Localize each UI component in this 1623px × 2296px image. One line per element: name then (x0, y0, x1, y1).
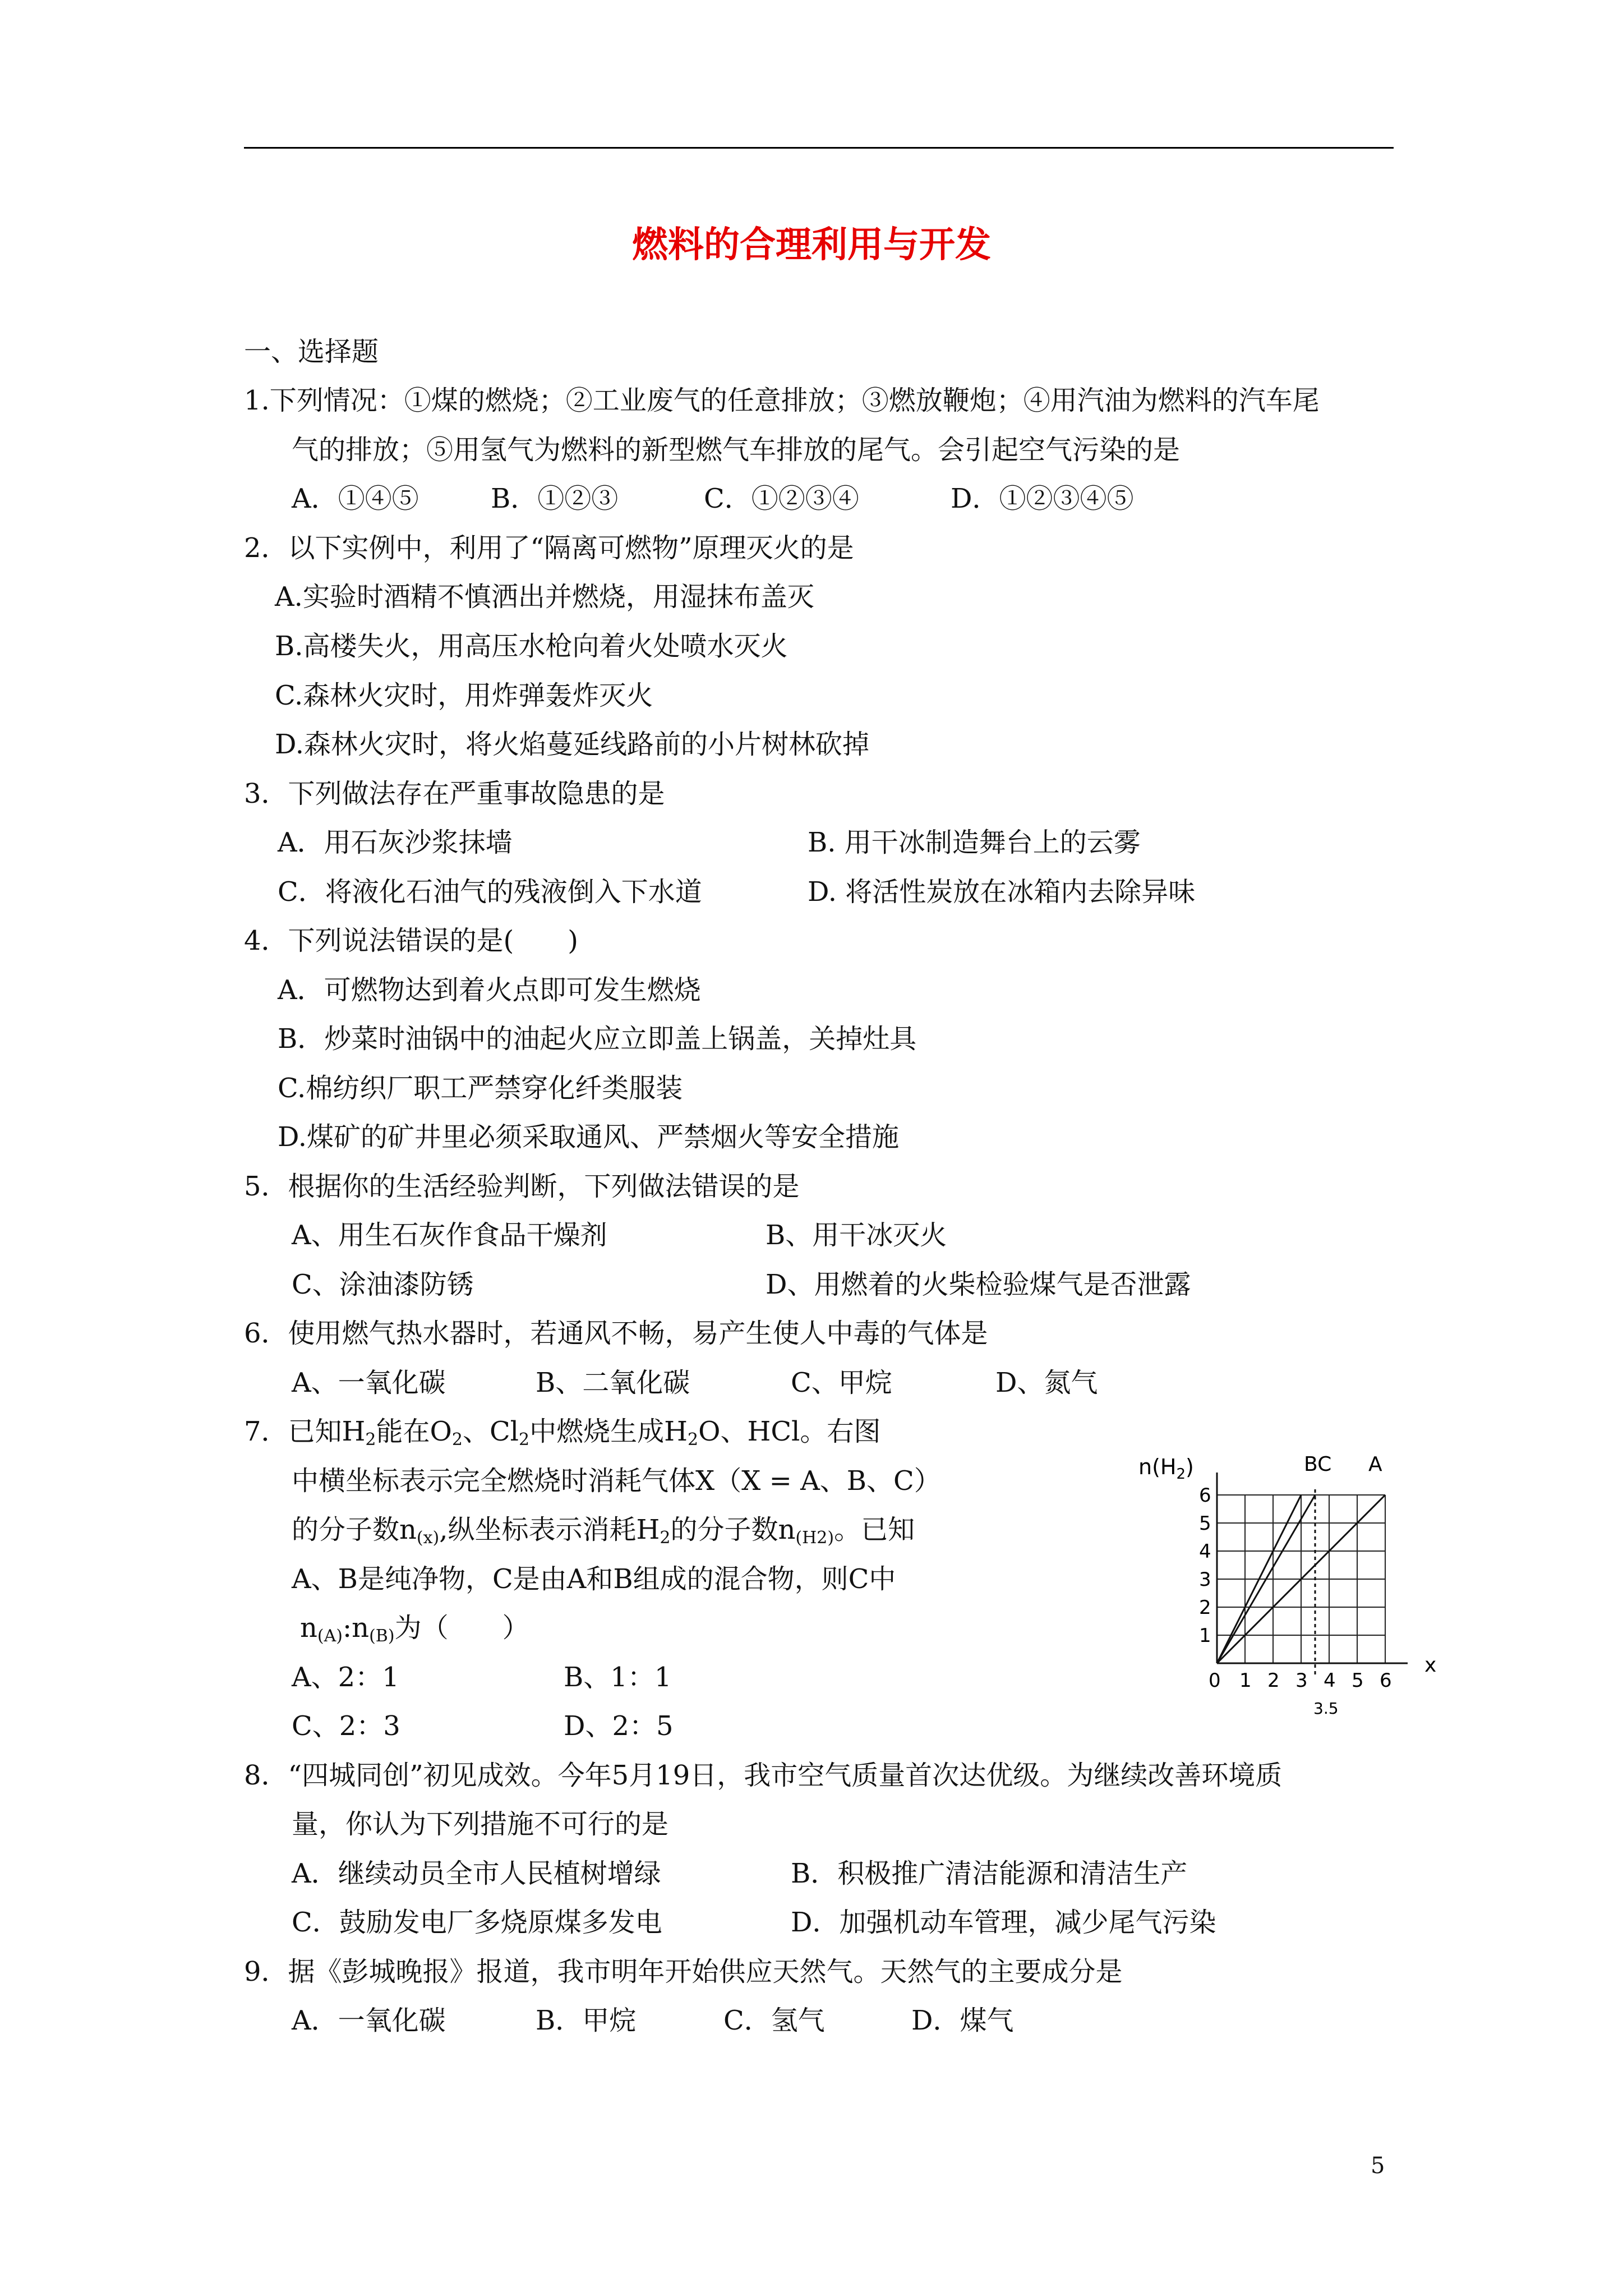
q7-stem-line1: 7．已知$H_2$能在$O_2$、$Cl_2$中燃烧生成$H_2O$、HCl。右图 (244, 1416, 881, 1450)
chart-ticks (1199, 1484, 1392, 1692)
origin-label: 0 (1209, 1669, 1221, 1692)
q4-stem: 4．下列说法错误的是( ) (244, 925, 578, 956)
q7-stem-line3: 的分子数$n_{(x)}$,纵坐标表示消耗$H_2$的分子数$n_{(H2)}$。已知 (292, 1514, 915, 1548)
x-axis-label: x (1424, 1654, 1437, 1677)
q4-option-b: B．炒菜时油锅中的油起火应立即盖上锅盖，关掉灶具 (278, 1023, 917, 1055)
q9-stem: 9．据《彭城晚报》报道，我市明年开始供应天然气。天然气的主要成分是 (244, 1956, 1123, 1987)
q3-stem: 3．下列做法存在严重事故隐患的是 (244, 778, 665, 809)
q4-option-a: A．可燃物达到着火点即可发生燃烧 (278, 974, 701, 1006)
x-tick-label: 4 (1324, 1669, 1336, 1692)
q2-option-b: B.高楼失火，用高压水枪向着火处喷水灭火 (275, 631, 788, 662)
q7-option-b: B、1：1 (564, 1662, 672, 1693)
q7-option-c: C、2：3 (292, 1710, 400, 1742)
q3-option-b: B. 用干冰制造舞台上的云雾 (808, 827, 1141, 858)
y-tick-label: 1 (1199, 1625, 1211, 1647)
q8-stem-line2: 量，你认为下列措施不可行的是 (292, 1809, 669, 1840)
x-tick-label: 1 (1239, 1669, 1252, 1692)
x-tick-label: 2 (1267, 1669, 1280, 1692)
q8-option-d: D．加强机动车管理，减少尾气污染 (791, 1907, 1216, 1938)
chart-grid (1217, 1473, 1408, 1674)
page-title: 燃料的合理利用与开发 (632, 224, 991, 266)
q2-option-c: C.森林火灾时，用炸弹轰炸灭火 (275, 680, 653, 711)
q7-option-d: D、2：5 (564, 1710, 674, 1742)
x-tick-label: 6 (1380, 1669, 1392, 1692)
q6-option-d: D、氮气 (995, 1367, 1098, 1398)
q1-stem-line2: 气的排放；⑤用氢气为燃料的新型燃气车排放的尾气。会引起空气污染的是 (292, 434, 1181, 466)
x-tick-label: 3 (1295, 1669, 1308, 1692)
q8-option-a: A．继续动员全市人民植树增绿 (292, 1858, 661, 1889)
q6-stem: 6．使用燃气热水器时，若通风不畅，易产生使人中毒的气体是 (244, 1318, 988, 1349)
q7-stem-line5: $n_{(A)}:n_{(B)}$为（ ） (300, 1612, 529, 1646)
q9-option-d: D．煤气 (911, 2005, 1014, 2036)
bc-label: BC (1304, 1453, 1332, 1476)
q3-option-a: A．用石灰沙浆抹墙 (278, 827, 513, 858)
q9-option-a: A．一氧化碳 (292, 2005, 446, 2036)
q4-option-d: D.煤矿的矿井里必须采取通风、严禁烟火等安全措施 (278, 1121, 900, 1153)
dashed-label: 3.5 (1313, 1699, 1339, 1718)
q7-stem-line2: 中横坐标表示完全燃烧时消耗气体X（X = A、B、C） (292, 1465, 941, 1497)
q1-option-b: B．①②③ (491, 483, 619, 514)
q9-option-b: B．甲烷 (536, 2005, 637, 2036)
q6-option-b: B、二氧化碳 (536, 1367, 690, 1398)
q8-stem-line1: 8．“四城同创”初见成效。今年5月19日，我市空气质量首次达优级。为继续改善环境质 (244, 1760, 1283, 1791)
page-number: 5 (1371, 2153, 1385, 2179)
y-tick-label: 6 (1199, 1484, 1211, 1507)
q1-stem-line1: 1.下列情况：①煤的燃烧；②工业废气的任意排放；③燃放鞭炮；④用汽油为燃料的汽车尾 (244, 385, 1320, 416)
q2-option-a: A.实验时酒精不慎洒出并燃烧，用湿抹布盖灭 (275, 581, 814, 613)
q5-option-d: D、用燃着的火柴检验煤气是否泄露 (766, 1269, 1191, 1300)
y-axis-label: $n(H_2)$ (1138, 1455, 1194, 1483)
q6-option-a: A、一氧化碳 (292, 1367, 446, 1398)
q5-option-c: C、涂油漆防锈 (292, 1269, 474, 1300)
q7-stem-line4: A、B是纯净物，C是由A和B组成的混合物，则C中 (292, 1563, 896, 1595)
x-tick-label: 5 (1352, 1669, 1364, 1692)
q8-option-c: C．鼓励发电厂多烧原煤多发电 (292, 1907, 662, 1938)
y-tick-label: 4 (1199, 1540, 1211, 1563)
q5-stem: 5．根据你的生活经验判断，下列做法错误的是 (244, 1171, 800, 1202)
y-tick-label: 3 (1199, 1568, 1211, 1591)
q9-option-c: C．氢气 (723, 2005, 825, 2036)
series-a-label: A (1368, 1453, 1382, 1476)
y-tick-label: 2 (1199, 1596, 1211, 1619)
q4-option-c: C.棉纺织厂职工严禁穿化纤类服装 (278, 1073, 683, 1104)
q5-option-b: B、用干冰灭火 (766, 1220, 947, 1251)
q7-option-a: A、2：1 (292, 1662, 399, 1693)
q6-option-c: C、甲烷 (791, 1367, 892, 1398)
q2-option-d: D.森林火灾时，将火焰蔓延线路前的小片树林砍掉 (275, 729, 870, 760)
section-heading: 一、选择题 (244, 336, 379, 367)
y-tick-label: 5 (1199, 1512, 1211, 1535)
q2-stem: 2．以下实例中，利用了“隔离可燃物”原理灭火的是 (244, 532, 854, 564)
q3-option-d: D. 将活性炭放在冰箱内去除异味 (808, 876, 1196, 908)
header-rule (244, 147, 1394, 149)
q8-option-b: B．积极推广清洁能源和清洁生产 (791, 1858, 1188, 1889)
q3-option-c: C．将液化石油气的残液倒入下水道 (278, 876, 702, 908)
q1-option-c: C．①②③④ (704, 483, 859, 514)
h2-consumption-chart (1138, 1447, 1441, 1733)
q1-option-d: D．①②③④⑤ (951, 483, 1134, 514)
q1-option-a: A．①④⑤ (292, 483, 419, 514)
q5-option-a: A、用生石灰作食品干燥剂 (292, 1220, 607, 1251)
